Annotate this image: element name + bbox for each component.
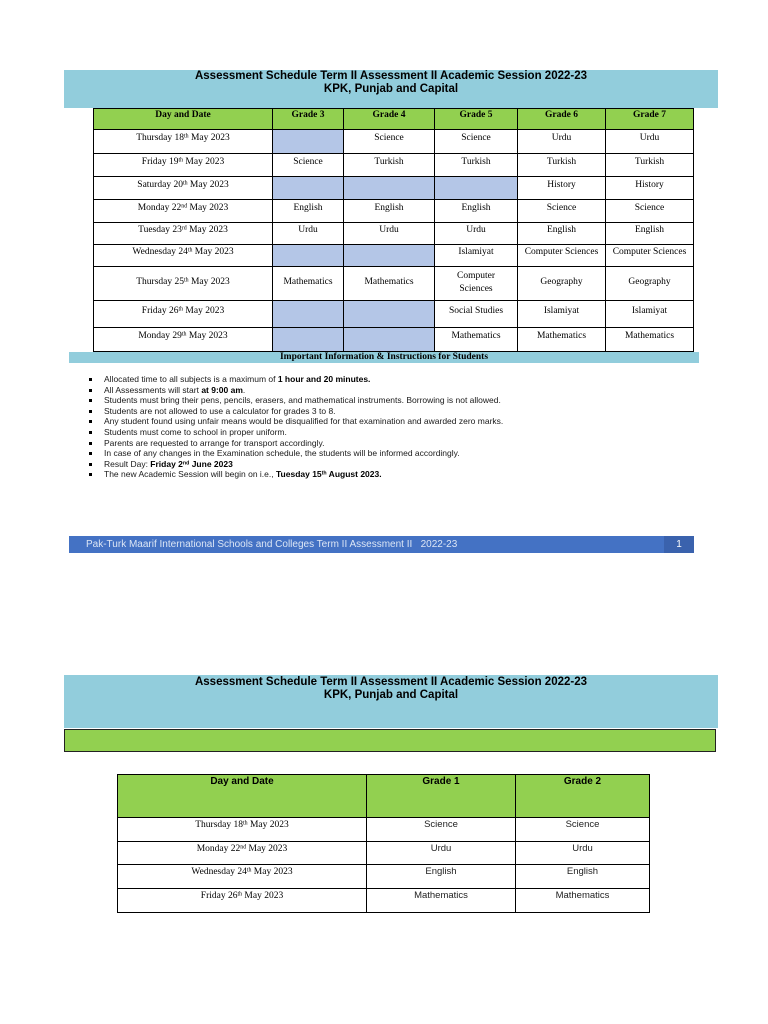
date-weekday-day: Tuesday 23 (138, 225, 182, 235)
column-header-label: Grade 7 (633, 110, 666, 120)
subject-cell (606, 200, 694, 223)
subject-cell (518, 223, 606, 245)
date-ordinal-suffix: th (178, 305, 184, 312)
empty-cell (273, 177, 344, 200)
subject-label: Social Studies (448, 305, 504, 316)
subject-label: Mathematics (451, 331, 501, 341)
column-header-day-and-date (118, 775, 367, 818)
subject-cell (606, 245, 694, 267)
empty-cell (344, 177, 435, 200)
subject-cell (435, 267, 518, 301)
column-header-label: Grade 5 (459, 110, 493, 120)
page2-green-bar (64, 729, 716, 752)
subject-label: Science (461, 133, 491, 143)
instruction-text: August 2023. (326, 469, 382, 480)
column-header-day-and-date (94, 109, 273, 130)
subject-cell (606, 154, 694, 177)
subject-cell (518, 200, 606, 223)
subject-cell (518, 154, 606, 177)
date-cell (94, 328, 273, 352)
subject-cell (344, 267, 435, 301)
instruction-text: Parents are requested to arrange for transport accordingly. (104, 437, 325, 448)
bullet-square-icon (89, 431, 92, 434)
instruction-item (0, 448, 700, 459)
subject-label: Islamiyat (458, 247, 494, 257)
subject-cell (344, 223, 435, 245)
subject-label: Computer Sciences (612, 247, 687, 257)
empty-cell (344, 328, 435, 352)
empty-cell (273, 130, 344, 154)
subject-label: Urdu (466, 225, 486, 235)
instruction-text: 1 hour and 20 minutes. (277, 374, 371, 384)
instruction-text: Students must come to school in proper uniform. (104, 426, 287, 437)
date-weekday-day: Monday 22 (196, 844, 241, 854)
date-label (142, 305, 224, 318)
bullet-square-icon (89, 420, 92, 423)
date-label (142, 156, 224, 169)
date-cell (94, 267, 273, 301)
date-weekday-day: Friday 26 (200, 891, 238, 901)
instruction-item (0, 459, 700, 470)
date-label (132, 246, 233, 259)
subject-label: English (634, 225, 665, 235)
date-month-year: May 2023 (188, 133, 230, 143)
bullet-square-icon (89, 452, 92, 455)
bullet-square-icon (89, 473, 92, 476)
empty-cell (344, 245, 435, 267)
date-cell (94, 200, 273, 223)
subject-label: English (374, 202, 404, 213)
date-label (138, 202, 229, 215)
subject-label: Islamiyat (543, 305, 580, 316)
date-ordinal-suffix: th (184, 277, 189, 284)
column-header-label: Grade 3 (291, 110, 325, 120)
page1-subtitle: KPK, Punjab and Capital (323, 83, 459, 95)
instruction-text: In case of any changes in the Examination schedule, the students will be informed accordingly. (104, 448, 460, 459)
date-cell (94, 301, 273, 328)
page2-title-band (64, 675, 718, 728)
instruction-text: Friday 2 (150, 458, 183, 469)
subject-cell (518, 130, 606, 154)
instruction-text: Tuesday 15 (275, 469, 322, 480)
bullet-square-icon (89, 378, 92, 381)
date-month-year: May 2023 (183, 305, 225, 316)
date-ordinal-suffix: th (243, 820, 248, 827)
page2-title: Assessment Schedule Term II Assessment II Academic Session 2022-23 (194, 676, 588, 688)
page1-title: Assessment Schedule Term II Assessment II Academic Session 2022-23 (194, 70, 588, 82)
instruction-text: at 9:00 am (201, 384, 243, 395)
subject-label: English (461, 202, 491, 213)
date-cell (94, 154, 273, 177)
date-ordinal-suffix: nd (240, 844, 247, 851)
subject-cell (367, 865, 516, 889)
date-weekday-day: Friday 19 (141, 156, 179, 167)
subject-cell (606, 267, 694, 301)
subject-label: Science (293, 156, 323, 167)
column-header-label: Grade 1 (422, 776, 460, 787)
subject-label: Urdu (298, 225, 318, 235)
date-ordinal-suffix: th (237, 891, 243, 898)
date-cell (94, 130, 273, 154)
date-label (195, 819, 289, 831)
subject-label: English (546, 225, 577, 235)
instructions-heading: Important Information & Instructions for Students (279, 352, 489, 362)
date-month-year: May 2023 (186, 225, 228, 235)
instruction-text: All Assessments will start (104, 384, 202, 395)
date-label (191, 866, 292, 878)
instruction-text: . (242, 384, 246, 395)
date-cell (118, 818, 367, 842)
subject-label: Urdu (551, 133, 572, 143)
ordinal-suffix: th (321, 470, 327, 477)
empty-cell (273, 301, 344, 328)
subject-label: Geography (540, 277, 583, 287)
date-month-year: May 2023 (187, 202, 229, 213)
subject-label: Science (424, 819, 458, 830)
subject-label: History (635, 179, 664, 190)
page2-subtitle: KPK, Punjab and Capital (323, 689, 459, 701)
subject-label: Mathematics (624, 331, 675, 341)
subject-cell (518, 328, 606, 352)
subject-cell (273, 200, 344, 223)
date-ordinal-suffix: nd (181, 202, 188, 209)
column-header-grade-7 (606, 109, 694, 130)
instruction-item (0, 395, 700, 406)
column-header-label: Grade 4 (372, 110, 406, 120)
date-month-year: May 2023 (247, 820, 289, 830)
subject-label: Science (546, 202, 577, 213)
date-month-year: May 2023 (251, 867, 293, 877)
instruction-item (0, 469, 700, 480)
subject-cell (367, 842, 516, 865)
date-label (197, 843, 288, 855)
date-month-year: May 2023 (186, 331, 228, 341)
instruction-text: Any student found using unfair means would be disqualified for that examination and awarded zero marks. (104, 416, 504, 427)
empty-cell (344, 301, 435, 328)
instruction-item (0, 385, 700, 396)
subject-label: English (425, 866, 457, 877)
instruction-text: Result Day: (104, 458, 151, 469)
subject-cell (435, 154, 518, 177)
date-cell (118, 842, 367, 865)
date-cell (118, 889, 367, 913)
date-cell (94, 245, 273, 267)
subject-cell (606, 130, 694, 154)
subject-label: Urdu (639, 133, 660, 143)
subject-label: Mathematics (364, 277, 414, 287)
date-month-year: May 2023 (192, 247, 234, 257)
instruction-text: Students must bring their pens, pencils, erasers, and mathematical instruments. Borrowing is not allowed. (104, 395, 501, 406)
subject-label: Science (634, 202, 665, 213)
date-weekday-day: Wednesday 24 (132, 247, 188, 257)
date-ordinal-suffix: rd (181, 225, 187, 232)
column-header-grade-2 (516, 775, 650, 818)
date-month-year: May 2023 (183, 156, 225, 167)
date-ordinal-suffix: th (181, 331, 187, 338)
subject-label: Mathematics (283, 277, 333, 287)
subject-cell (435, 301, 518, 328)
bullet-square-icon (89, 463, 92, 466)
instruction-text: The new Academic Session will begin on i.e., (104, 469, 276, 480)
page-number: 1 (664, 536, 694, 553)
subject-label: Turkish (634, 156, 665, 167)
instruction-item (0, 427, 700, 438)
subject-label: Turkish (546, 156, 577, 167)
date-weekday-day: Saturday 20 (137, 179, 183, 190)
instruction-item (0, 374, 700, 385)
subject-cell (518, 177, 606, 200)
date-label (136, 132, 230, 145)
bullet-square-icon (89, 389, 92, 392)
subject-cell (367, 889, 516, 913)
subject-cell (516, 865, 650, 889)
subject-cell (435, 200, 518, 223)
subject-label: Turkish (461, 156, 491, 167)
date-cell (94, 223, 273, 245)
instructions-heading-band (69, 352, 699, 363)
column-header-grade-1 (367, 775, 516, 818)
empty-cell (273, 245, 344, 267)
subject-label: Computer Sciences (457, 270, 495, 294)
date-month-year: May 2023 (246, 844, 288, 854)
date-ordinal-suffix: th (184, 133, 189, 140)
date-ordinal-suffix: th (187, 247, 193, 254)
subject-cell (518, 301, 606, 328)
column-header-label: Day and Date (155, 110, 211, 120)
schedule-table-grades-1-2 (117, 774, 650, 913)
subject-label: English (566, 866, 599, 877)
date-month-year: May 2023 (187, 179, 229, 190)
subject-label: Mathematics (414, 890, 468, 901)
subject-cell (344, 154, 435, 177)
subject-cell (435, 328, 518, 352)
date-label (201, 890, 283, 902)
subject-label: Geography (628, 277, 671, 287)
date-weekday-day: Monday 22 (137, 202, 182, 213)
subject-cell (367, 818, 516, 842)
instruction-text: June 2023 (189, 458, 233, 469)
date-label (138, 224, 228, 237)
date-ordinal-suffix: th (182, 179, 188, 186)
instruction-text: Students are not allowed to use a calculator for grades 3 to 8. (104, 405, 336, 416)
subject-cell (435, 130, 518, 154)
date-label (138, 330, 227, 343)
empty-cell (273, 328, 344, 352)
subject-label: History (547, 179, 576, 190)
date-weekday-day: Thursday 18 (195, 820, 243, 830)
bullet-square-icon (89, 410, 92, 413)
date-weekday-day: Friday 26 (141, 305, 179, 316)
date-ordinal-suffix: th (178, 156, 184, 163)
instruction-item (0, 438, 700, 449)
schedule-table-grades-3-to-7 (93, 108, 694, 352)
subject-cell (606, 328, 694, 352)
subject-cell (273, 223, 344, 245)
date-weekday-day: Monday 29 (138, 331, 182, 341)
date-month-year: May 2023 (188, 277, 230, 287)
column-header-label: Grade 2 (563, 776, 602, 787)
ordinal-suffix: nd (182, 460, 190, 467)
subject-cell (516, 818, 650, 842)
subject-cell (273, 267, 344, 301)
date-weekday-day: Thursday 18 (136, 133, 184, 143)
subject-cell (516, 842, 650, 865)
column-header-grade-4 (344, 109, 435, 130)
column-header-grade-6 (518, 109, 606, 130)
subject-label: Mathematics (555, 890, 610, 901)
subject-cell (518, 267, 606, 301)
page1-title-band (64, 70, 718, 108)
date-label (137, 179, 228, 192)
column-header-label: Grade 6 (545, 110, 578, 120)
page-footer (69, 536, 694, 553)
subject-cell (435, 223, 518, 245)
date-weekday-day: Thursday 25 (136, 277, 184, 287)
instructions-list (0, 374, 700, 480)
subject-cell (435, 245, 518, 267)
subject-cell (273, 154, 344, 177)
date-cell (94, 177, 273, 200)
instruction-item (0, 406, 700, 417)
instruction-text: Allocated time to all subjects is a maximum of (104, 374, 278, 384)
subject-label: Islamiyat (631, 305, 668, 316)
subject-label: Mathematics (536, 331, 587, 341)
column-header-grade-5 (435, 109, 518, 130)
subject-label: Urdu (379, 225, 399, 235)
column-header-grade-3 (273, 109, 344, 130)
subject-label: Science (374, 133, 404, 143)
footer-text: Pak-Turk Maarif International Schools and Colleges Term II Assessment II 2022-23 (86, 539, 458, 550)
subject-cell (516, 889, 650, 913)
subject-label: Science (565, 819, 600, 830)
subject-label: Urdu (572, 843, 593, 854)
date-cell (118, 865, 367, 889)
subject-cell (606, 223, 694, 245)
instruction-item (0, 416, 700, 427)
bullet-square-icon (89, 442, 92, 445)
date-weekday-day: Wednesday 24 (191, 867, 247, 877)
subject-cell (344, 200, 435, 223)
subject-label: Urdu (430, 843, 452, 854)
subject-label: Computer Sciences (524, 247, 599, 257)
subject-label: Turkish (374, 156, 404, 167)
empty-cell (435, 177, 518, 200)
date-ordinal-suffix: th (246, 867, 252, 874)
column-header-label: Day and Date (210, 776, 274, 787)
subject-cell (344, 130, 435, 154)
subject-label: English (293, 202, 323, 213)
subject-cell (606, 177, 694, 200)
date-label (136, 276, 230, 289)
bullet-square-icon (89, 399, 92, 402)
subject-cell (518, 245, 606, 267)
date-month-year: May 2023 (242, 891, 284, 901)
subject-cell (606, 301, 694, 328)
